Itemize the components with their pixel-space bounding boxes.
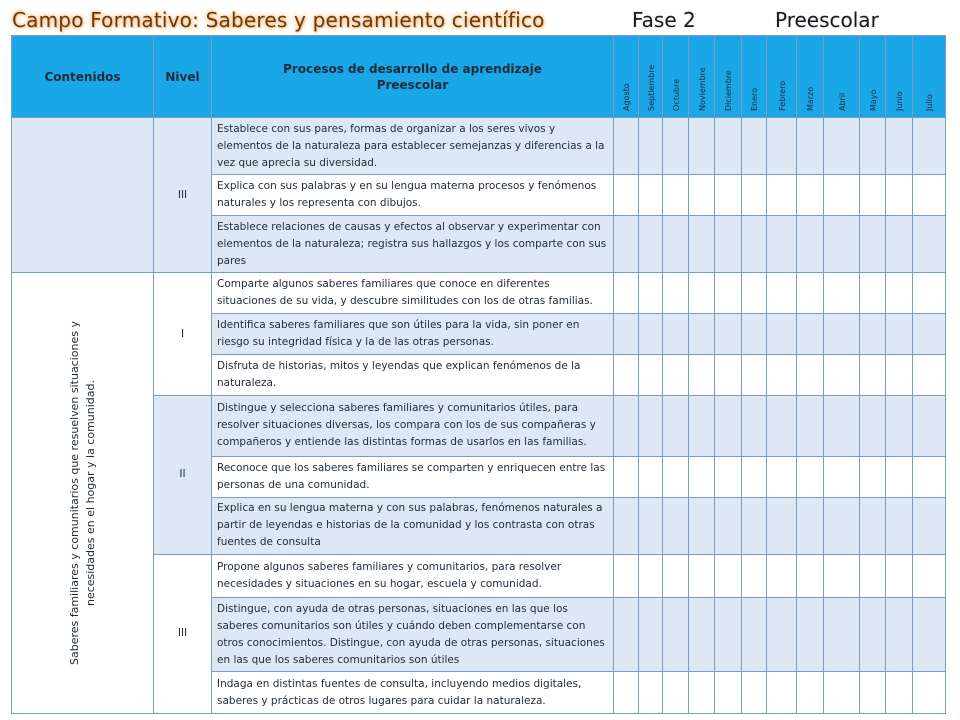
month-check-cell[interactable] (715, 554, 742, 598)
month-check-cell[interactable] (614, 598, 639, 672)
month-check-cell[interactable] (742, 355, 767, 396)
month-check-cell[interactable] (824, 216, 860, 273)
month-check-cell[interactable] (767, 355, 797, 396)
month-check-cell[interactable] (797, 355, 824, 396)
month-check-cell[interactable] (824, 396, 860, 457)
month-label: Febrero (777, 80, 787, 111)
month-check-cell[interactable] (663, 175, 689, 216)
month-check-cell[interactable] (742, 314, 767, 355)
month-check-cell[interactable] (715, 497, 742, 554)
month-check-cell[interactable] (797, 175, 824, 216)
month-check-cell[interactable] (767, 497, 797, 554)
month-check-cell[interactable] (797, 216, 824, 273)
procesos-header-line1: Procesos de desarrollo de aprendizaje (283, 61, 542, 76)
col-header-procesos (212, 36, 614, 118)
month-check-cell[interactable] (913, 273, 946, 314)
month-check-cell[interactable] (824, 355, 860, 396)
month-header-octubre (663, 36, 689, 118)
month-check-cell[interactable] (797, 456, 824, 497)
month-check-cell[interactable] (913, 216, 946, 273)
proceso-text: Indaga en distintas fuentes de consulta, incluyendo medios digitales, saberes y prácticas de otros lugares para cuidar la naturaleza. (212, 672, 614, 714)
contenido-cell (12, 273, 154, 714)
month-check-cell[interactable] (614, 497, 639, 554)
month-check-cell[interactable] (715, 273, 742, 314)
month-check-cell[interactable] (614, 273, 639, 314)
month-check-cell[interactable] (614, 118, 639, 175)
month-check-cell[interactable] (689, 396, 715, 457)
month-check-cell[interactable] (689, 598, 715, 672)
month-check-cell[interactable] (663, 672, 689, 714)
month-check-cell[interactable] (797, 273, 824, 314)
month-check-cell[interactable] (886, 118, 913, 175)
month-check-cell[interactable] (797, 118, 824, 175)
month-check-cell[interactable] (663, 396, 689, 457)
month-check-cell[interactable] (614, 456, 639, 497)
month-check-cell[interactable] (913, 598, 946, 672)
month-check-cell[interactable] (886, 497, 913, 554)
proceso-text: Distingue, con ayuda de otras personas, situaciones en las que los saberes comunitarios son útiles y cuándo deben complementarse con otros conocimientos. Distingue, con ayuda de otras personas, situaciones en las que los saberes comunitarios son útiles (212, 598, 614, 672)
procesos-header-line2: Preescolar (376, 77, 449, 92)
contenido-wrap (12, 273, 153, 713)
month-check-cell[interactable] (886, 175, 913, 216)
month-check-cell[interactable] (689, 355, 715, 396)
month-check-cell[interactable] (742, 598, 767, 672)
month-check-cell[interactable] (913, 497, 946, 554)
month-check-cell[interactable] (886, 456, 913, 497)
month-check-cell[interactable] (689, 314, 715, 355)
month-check-cell[interactable] (639, 118, 663, 175)
table-row (12, 118, 946, 175)
month-check-cell[interactable] (715, 456, 742, 497)
month-label: Abril (837, 92, 847, 111)
month-label: Diciembre (724, 70, 733, 111)
month-check-cell[interactable] (742, 497, 767, 554)
month-check-cell[interactable] (886, 672, 913, 714)
month-check-cell[interactable] (715, 118, 742, 175)
month-header-abril (824, 36, 860, 118)
planning-table (11, 35, 946, 714)
month-check-cell[interactable] (913, 175, 946, 216)
month-check-cell[interactable] (715, 672, 742, 714)
month-check-cell[interactable] (715, 314, 742, 355)
month-check-cell[interactable] (614, 175, 639, 216)
proceso-text: Distingue y selecciona saberes familiares y comunitarios útiles, para resolver situaciones diversas, los compara con los de sus compañeras y compañeros y entiende las distintas formas de usarlos en las familias. (212, 396, 614, 457)
month-label: Enero (750, 87, 759, 111)
month-check-cell[interactable] (767, 216, 797, 273)
month-check-cell[interactable] (639, 175, 663, 216)
month-header-septiembre (639, 36, 663, 118)
month-header-noviembre (689, 36, 715, 118)
month-check-cell[interactable] (860, 118, 886, 175)
month-check-cell[interactable] (860, 598, 886, 672)
month-check-cell[interactable] (797, 314, 824, 355)
month-check-cell[interactable] (639, 396, 663, 457)
month-check-cell[interactable] (767, 273, 797, 314)
month-check-cell[interactable] (860, 314, 886, 355)
month-check-cell[interactable] (742, 554, 767, 598)
month-check-cell[interactable] (797, 497, 824, 554)
month-check-cell[interactable] (886, 355, 913, 396)
month-check-cell[interactable] (913, 554, 946, 598)
nivel-cell: II (154, 396, 212, 555)
month-check-cell[interactable] (886, 216, 913, 273)
month-check-cell[interactable] (824, 118, 860, 175)
month-check-cell[interactable] (767, 175, 797, 216)
month-check-cell[interactable] (797, 554, 824, 598)
month-check-cell[interactable] (767, 554, 797, 598)
month-check-cell[interactable] (614, 672, 639, 714)
month-check-cell[interactable] (663, 273, 689, 314)
month-check-cell[interactable] (614, 355, 639, 396)
month-check-cell[interactable] (742, 396, 767, 457)
month-check-cell[interactable] (639, 554, 663, 598)
proceso-text: Establece con sus pares, formas de organizar a los seres vivos y elementos de la naturaleza para establecer semejanzas y diferencias a la vez que aprecia su diversidad. (212, 118, 614, 175)
month-label: Octubre (671, 78, 681, 111)
level-label: Preescolar (775, 8, 879, 32)
month-check-cell[interactable] (860, 672, 886, 714)
month-check-cell[interactable] (860, 456, 886, 497)
proceso-text: Propone algunos saberes familiares y comunitarios, para resolver necesidades y situaciones en su hogar, escuela y comunidad. (212, 554, 614, 598)
month-check-cell[interactable] (860, 355, 886, 396)
month-check-cell[interactable] (913, 118, 946, 175)
month-check-cell[interactable] (860, 273, 886, 314)
month-check-cell[interactable] (824, 314, 860, 355)
month-check-cell[interactable] (767, 672, 797, 714)
month-check-cell[interactable] (689, 554, 715, 598)
month-check-cell[interactable] (663, 598, 689, 672)
month-check-cell[interactable] (715, 355, 742, 396)
month-check-cell[interactable] (767, 456, 797, 497)
month-check-cell[interactable] (689, 216, 715, 273)
month-check-cell[interactable] (886, 273, 913, 314)
month-check-cell[interactable] (824, 554, 860, 598)
proceso-text: Reconoce que los saberes familiares se comparten y enriquecen entre las personas de una comunidad. (212, 456, 614, 497)
page-header (0, 4, 960, 34)
month-check-cell[interactable] (689, 456, 715, 497)
month-check-cell[interactable] (689, 175, 715, 216)
proceso-text: Comparte algunos saberes familiares que conoce en diferentes situaciones de su vida, y descubre similitudes con los de otras familias. (212, 273, 614, 314)
month-check-cell[interactable] (715, 216, 742, 273)
month-check-cell[interactable] (639, 273, 663, 314)
month-header-agosto (614, 36, 639, 118)
month-check-cell[interactable] (715, 175, 742, 216)
month-check-cell[interactable] (742, 118, 767, 175)
month-check-cell[interactable] (639, 598, 663, 672)
proceso-text: Disfruta de historias, mitos y leyendas que explican fenómenos de la naturaleza. (212, 355, 614, 396)
month-label: Julio (925, 94, 934, 111)
table-row (12, 273, 946, 314)
month-check-cell[interactable] (614, 216, 639, 273)
month-check-cell[interactable] (614, 314, 639, 355)
month-check-cell[interactable] (824, 175, 860, 216)
month-check-cell[interactable] (663, 355, 689, 396)
proceso-text: Identifica saberes familiares que son útiles para la vida, sin poner en riesgo su integridad física y la de las otras personas. (212, 314, 614, 355)
month-check-cell[interactable] (689, 118, 715, 175)
nivel-cell: III (154, 118, 212, 273)
month-check-cell[interactable] (886, 598, 913, 672)
month-header-julio (913, 36, 946, 118)
proceso-text: Explica con sus palabras y en su lengua materna procesos y fenómenos naturales y los representa con dibujos. (212, 175, 614, 216)
month-check-cell[interactable] (767, 598, 797, 672)
month-check-cell[interactable] (824, 456, 860, 497)
month-check-cell[interactable] (689, 273, 715, 314)
month-check-cell[interactable] (767, 314, 797, 355)
month-check-cell[interactable] (913, 672, 946, 714)
month-label: Mayo (868, 89, 878, 111)
month-check-cell[interactable] (742, 175, 767, 216)
nivel-cell: III (154, 554, 212, 714)
month-label: Marzo (806, 86, 815, 111)
month-check-cell[interactable] (663, 554, 689, 598)
month-check-cell[interactable] (663, 456, 689, 497)
month-check-cell[interactable] (886, 314, 913, 355)
month-check-cell[interactable] (689, 672, 715, 714)
month-check-cell[interactable] (639, 216, 663, 273)
month-check-cell[interactable] (797, 598, 824, 672)
month-check-cell[interactable] (913, 355, 946, 396)
month-check-cell[interactable] (860, 396, 886, 457)
month-check-cell[interactable] (824, 598, 860, 672)
month-check-cell[interactable] (742, 456, 767, 497)
month-check-cell[interactable] (860, 216, 886, 273)
month-header-diciembre (715, 36, 742, 118)
month-check-cell[interactable] (663, 314, 689, 355)
month-check-cell[interactable] (639, 355, 663, 396)
nivel-cell: I (154, 273, 212, 396)
table-header-row (12, 36, 946, 118)
col-header-nivel: Nivel (154, 36, 212, 118)
month-header-marzo (797, 36, 824, 118)
month-check-cell[interactable] (742, 273, 767, 314)
month-check-cell[interactable] (913, 314, 946, 355)
month-check-cell[interactable] (639, 672, 663, 714)
month-check-cell[interactable] (913, 396, 946, 457)
month-check-cell[interactable] (824, 273, 860, 314)
proceso-text: Explica en su lengua materna y con sus palabras, fenómenos naturales a partir de leyendas e historias de la comunidad y los contrasta con otras fuentes de consulta (212, 497, 614, 554)
month-check-cell[interactable] (767, 396, 797, 457)
proceso-text: Establece relaciones de causas y efectos al observar y experimentar con elementos de la naturaleza; registra sus hallazgos y los comparte con sus pares (212, 216, 614, 273)
month-check-cell[interactable] (639, 497, 663, 554)
month-check-cell[interactable] (663, 216, 689, 273)
month-check-cell[interactable] (886, 396, 913, 457)
contenido-cell-empty (12, 118, 154, 273)
month-check-cell[interactable] (639, 456, 663, 497)
phase-label: Fase 2 (632, 8, 696, 32)
month-header-mayo (860, 36, 886, 118)
month-check-cell[interactable] (614, 396, 639, 457)
month-check-cell[interactable] (663, 118, 689, 175)
month-header-enero (742, 36, 767, 118)
month-label: Junio (895, 91, 904, 111)
month-check-cell[interactable] (860, 554, 886, 598)
month-label: Septiembre (646, 64, 656, 111)
month-label: Agosto (622, 83, 631, 111)
month-check-cell[interactable] (860, 497, 886, 554)
month-check-cell[interactable] (767, 118, 797, 175)
month-check-cell[interactable] (797, 672, 824, 714)
month-check-cell[interactable] (614, 554, 639, 598)
month-check-cell[interactable] (742, 672, 767, 714)
month-check-cell[interactable] (715, 396, 742, 457)
page-title: Campo Formativo: Saberes y pensamiento científico (12, 8, 545, 32)
month-header-junio (886, 36, 913, 118)
month-check-cell[interactable] (663, 497, 689, 554)
month-check-cell[interactable] (913, 456, 946, 497)
month-check-cell[interactable] (860, 175, 886, 216)
col-header-contenidos: Contenidos (12, 36, 154, 118)
month-check-cell[interactable] (689, 497, 715, 554)
month-check-cell[interactable] (824, 672, 860, 714)
month-label: Noviembre (697, 67, 707, 111)
month-check-cell[interactable] (742, 216, 767, 273)
month-check-cell[interactable] (824, 497, 860, 554)
month-check-cell[interactable] (886, 554, 913, 598)
contenido-text: Saberes familiares y comunitarios que resuelven situaciones y necesidades en el hogar y la comunidad. (67, 321, 97, 666)
month-check-cell[interactable] (715, 598, 742, 672)
month-check-cell[interactable] (797, 396, 824, 457)
month-check-cell[interactable] (639, 314, 663, 355)
month-header-febrero (767, 36, 797, 118)
